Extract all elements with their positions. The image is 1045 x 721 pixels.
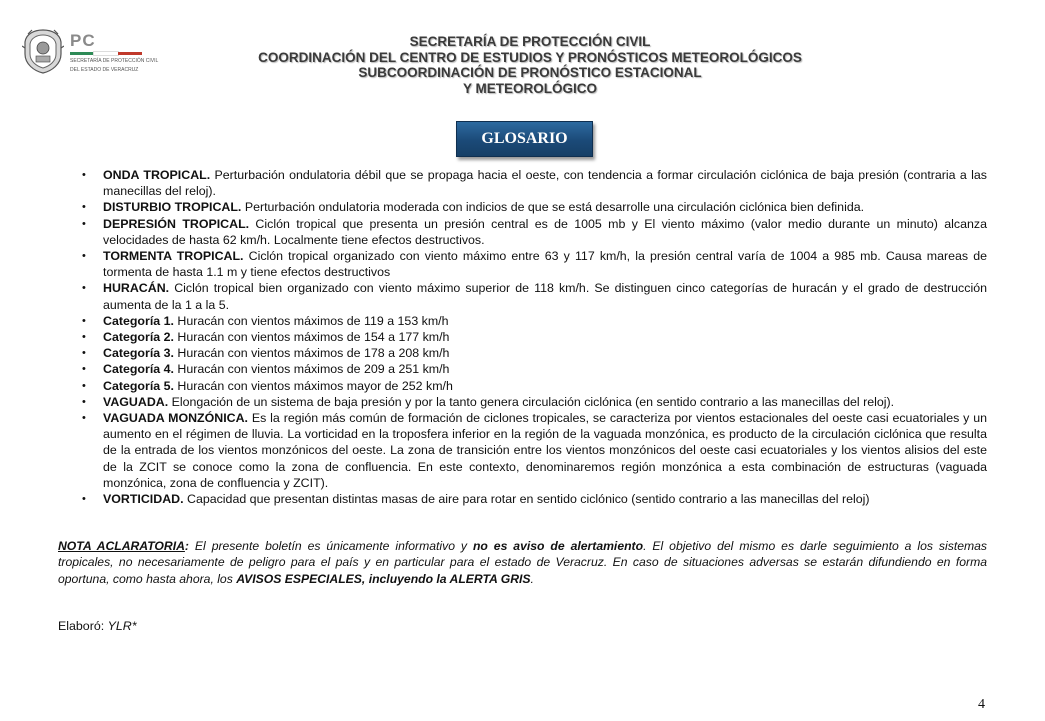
glossary-item (80, 216, 987, 248)
glossary-definition: Huracán con vientos máximos de 119 a 153 km/h (173, 313, 449, 328)
glossary-item (80, 280, 987, 312)
bullet-icon: • (82, 493, 86, 506)
glossary-definition: Ciclón tropical bien organizado con viento máximo superior de 118 km/h. Se distinguen cinco categorías de huracán y el grado de destrucción aumenta de la 1 a la 5. (103, 281, 987, 312)
glossary-item (80, 361, 987, 377)
glossary-definition: Huracán con vientos máximos de 209 a 251 km/h (173, 362, 450, 377)
pc-logo-subtitle-1: SECRETARÍA DE PROTECCIÓN CIVIL (70, 58, 159, 64)
glossary-term: VAGUADA MONZÓNICA. (103, 411, 248, 426)
glossary-term: HURACÁN. (103, 281, 170, 296)
glossary-definition: Ciclón tropical organizado con viento máximo entre 63 y 117 km/h, la presión central varía de 1004 a 985 mb. Causa mareas de tormenta de hasta 1.1 m y tiene efectos destructivos (103, 249, 987, 280)
glossary-definition: Huracán con vientos máximos de 154 a 177 km/h (173, 330, 450, 345)
glossary-term: TORMENTA TROPICAL. (103, 249, 244, 264)
glossary-definition: Huracán con vientos máximos mayor de 252 km/h (173, 378, 453, 393)
bullet-icon: • (82, 169, 86, 181)
glossary-term: Categoría 5. (103, 378, 174, 393)
glossary-definition: Perturbación ondulatoria débil que se propaga hacia el oeste, con tendencia a formar circulación ciclónica de baja presión (contraria a las manecillas del reloj). (103, 168, 988, 199)
nota-aclaratoria (58, 538, 987, 587)
glossary-item (80, 410, 987, 491)
state-seal-icon (22, 28, 64, 74)
header-logo (22, 28, 172, 76)
glossary-definition: Ciclón tropical que presenta un presión central es de 1005 mb y El viento máximo (valor medio durante un minuto) alcanza velocidades de hasta 62 km/h. Localmente tiene efectos destructivos. (103, 216, 987, 247)
elaboro-value: YLR* (107, 619, 137, 633)
glossary-term: VAGUADA. (103, 394, 169, 409)
nota-colon: : (184, 539, 189, 553)
header-line-4: Y METEOROLÓGICO (462, 80, 597, 96)
glossary-list (80, 167, 987, 507)
glossary-item (80, 199, 987, 215)
glossary-item (80, 167, 987, 199)
bullet-icon: • (82, 314, 86, 327)
glossary-term: Categoría 2. (103, 330, 174, 345)
glossary-item (80, 313, 987, 329)
nota-bold-2: AVISOS ESPECIALES, incluyendo la ALERTA GRIS (236, 571, 531, 586)
bullet-icon: • (82, 331, 86, 344)
pc-logo-text: PC (70, 31, 96, 50)
header-line-2: COORDINACIÓN DEL CENTRO DE ESTUDIOS Y PRONÓSTICOS METEOROLÓGICOS (258, 49, 802, 65)
glossary-definition: Capacidad que presentan distintas masas de aire para rotar en sentido ciclónico (sentido contrario a las manecillas del reloj) (183, 492, 870, 507)
bullet-icon: • (82, 412, 86, 425)
bullet-icon: • (82, 395, 86, 408)
bullet-icon: • (82, 379, 86, 392)
glossary-item (80, 248, 987, 280)
glossary-definition: Perturbación ondulatoria moderada con indicios de que se está desarrolle una circulación ciclónica bien definida. (241, 200, 865, 215)
document-header (230, 34, 830, 96)
glossary-term: Categoría 4. (103, 362, 174, 377)
glosario-title-box: GLOSARIO (456, 121, 593, 157)
header-line-3: SUBCOORDINACIÓN DE PRONÓSTICO ESTACIONAL (358, 65, 702, 80)
nota-text-1: El presente boletín es únicamente informativo y (188, 539, 473, 553)
glossary-term: DISTURBIO TROPICAL. (103, 200, 242, 215)
glossary-term: DEPRESIÓN TROPICAL. (103, 216, 250, 231)
glossary-item (80, 345, 987, 361)
glossary-item (80, 491, 987, 507)
pc-logo-stripe (70, 52, 142, 55)
glossary-definition: Elongación de un sistema de baja presión y por la tanto genera circulación ciclónica (en sentido contrario a las manecillas del reloj). (168, 394, 895, 409)
elaboro-label: Elaboró: (58, 619, 108, 633)
glossary-item (80, 378, 987, 394)
glossary-definition: Es la región más común de formación de ciclones tropicales, se caracteriza por vientos estacionales del oeste casi ecuatoriales y un aumento en el régimen de lluvia. La vorticidad en la troposfera inferior en la región de la vaguada monzónica, es producto de la circulación ciclónica que resulta de la entrada de los vientos monzónicos del oeste. La zona de transición entre los vientos monzónicos del oeste casi ecuatoriales y los vientos alisios del este de la ZCIT se conoce como la zona de confluencia. En este contexto, denominaremos región monzónica a esta combinación de estructuras (vaguada monzónica, zona de confluencia y ZCIT). (103, 411, 987, 490)
bullet-icon: • (82, 250, 86, 263)
bullet-icon: • (82, 347, 86, 360)
bullet-icon: • (82, 363, 86, 376)
glossary-item (80, 329, 987, 345)
elaboro-line (58, 619, 137, 633)
glossary-term: Categoría 1. (103, 313, 174, 328)
glossary-term: VORTICIDAD. (103, 492, 184, 507)
nota-bold-1: no es aviso de alertamiento (472, 539, 644, 553)
glossary-term: Categoría 3. (103, 346, 174, 361)
page-number: 4 (978, 697, 985, 712)
nota-end: . (530, 571, 534, 586)
pc-logo (70, 32, 180, 73)
nota-text-2: . El objetivo del mismo es darle seguimiento a los sistemas tropicales, no necesariamente de peligro para el país y en particular para el estado de Veracruz. En caso de situaciones adversas se estarán difundiendo en forma oportuna, como hasta ahora, los (58, 539, 988, 586)
header-line-1: SECRETARÍA DE PROTECCIÓN CIVIL (409, 34, 651, 49)
bullet-icon: • (82, 282, 86, 295)
bullet-icon: • (82, 201, 86, 214)
glossary-term: ONDA TROPICAL. (103, 168, 211, 182)
glossary-definition: Huracán con vientos máximos de 178 a 208 km/h (173, 346, 450, 361)
bullet-icon: • (82, 217, 86, 230)
glossary-item (80, 394, 987, 410)
pc-logo-subtitle-2: DEL ESTADO DE VERACRUZ (70, 67, 139, 73)
nota-label: NOTA ACLARATORIA (58, 539, 185, 553)
